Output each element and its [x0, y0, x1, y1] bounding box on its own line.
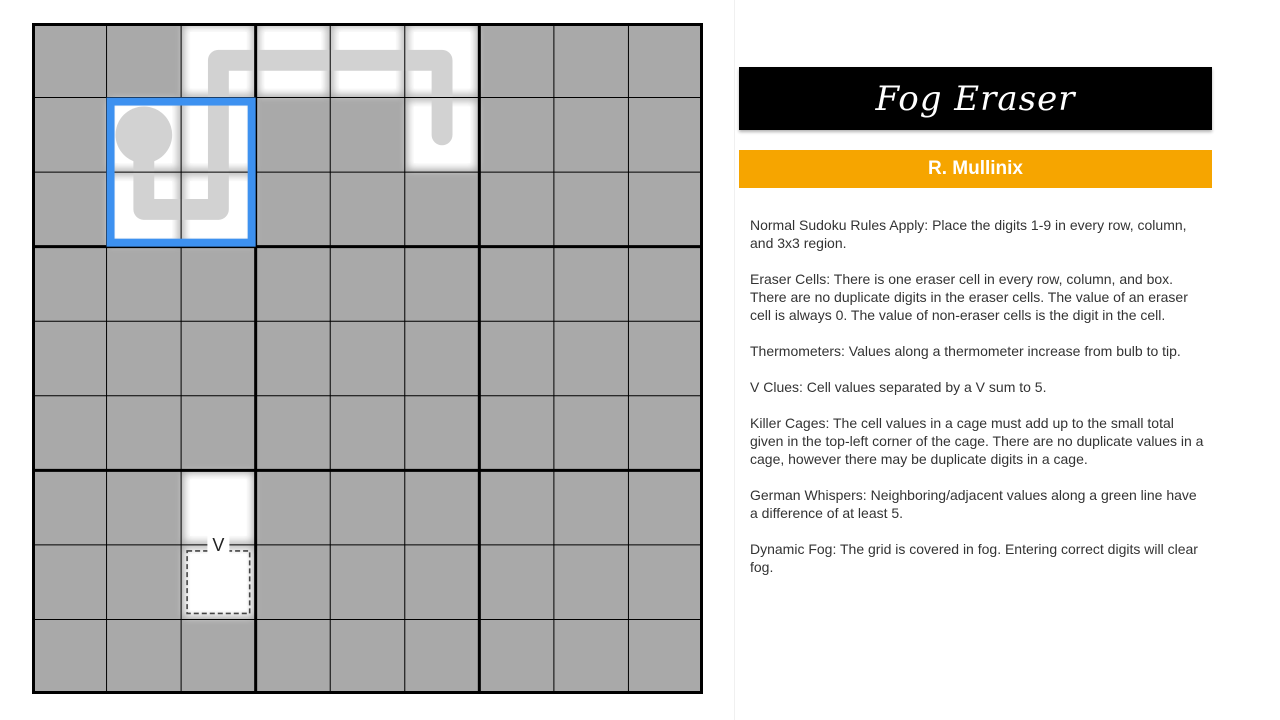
- grid-cell-r7c1[interactable]: [32, 470, 107, 545]
- rule-eraser-cells: Eraser Cells: There is one eraser cell in every row, column, and box. There are no duplicate digits in the eraser cells. The value of an eraser cell is always 0. The value of non-eraser cells is the digit in the cell.: [750, 271, 1188, 323]
- grid-cell-r5c5[interactable]: [330, 321, 405, 396]
- grid-cell-r7c6[interactable]: [405, 470, 480, 545]
- grid-cell-r3c9[interactable]: [628, 172, 703, 247]
- grid-cell-r1c4[interactable]: [256, 23, 331, 98]
- grid-cell-r6c8[interactable]: [554, 396, 629, 471]
- grid-cell-r3c3[interactable]: [181, 172, 256, 247]
- grid-cell-r3c8[interactable]: [554, 172, 629, 247]
- grid-cell-r7c9[interactable]: [628, 470, 703, 545]
- grid-cell-r8c6[interactable]: [405, 545, 480, 620]
- grid-cell-r1c6[interactable]: [405, 23, 480, 98]
- rule-normal-sudoku: Normal Sudoku Rules Apply: Place the digits 1-9 in every row, column, and 3x3 region.: [750, 217, 1187, 251]
- grid-cell-r5c7[interactable]: [479, 321, 554, 396]
- grid-cell-r2c7[interactable]: [479, 98, 554, 173]
- grid-cell-r2c8[interactable]: [554, 98, 629, 173]
- grid-cell-r9c5[interactable]: [330, 619, 405, 694]
- grid-cell-r4c5[interactable]: [330, 247, 405, 322]
- grid-cell-r6c7[interactable]: [479, 396, 554, 471]
- grid-cell-r4c8[interactable]: [554, 247, 629, 322]
- rule-killer-cages: Killer Cages: The cell values in a cage must add up to the small total given in the top-left corner of the cage. There are no duplicate values in a cage, however there may be duplicate digits in a cage.: [750, 415, 1204, 467]
- puzzle-author: R. Mullinix: [928, 158, 1023, 179]
- grid-cell-r5c4[interactable]: [256, 321, 331, 396]
- grid-cell-r2c1[interactable]: [32, 98, 107, 173]
- grid-cell-r6c5[interactable]: [330, 396, 405, 471]
- grid-cell-r3c6[interactable]: [405, 172, 480, 247]
- grid-cell-r3c4[interactable]: [256, 172, 331, 247]
- grid-cell-r4c6[interactable]: [405, 247, 480, 322]
- grid-cell-r7c2[interactable]: [107, 470, 182, 545]
- grid-cell-r7c8[interactable]: [554, 470, 629, 545]
- cell-layer[interactable]: [32, 23, 703, 694]
- grid-cell-r7c3[interactable]: [181, 470, 256, 545]
- rule-german-whispers: German Whispers: Neighboring/adjacent values along a green line have a difference of at least 5.: [750, 487, 1197, 521]
- grid-cell-r8c7[interactable]: [479, 545, 554, 620]
- grid-cell-r4c4[interactable]: [256, 247, 331, 322]
- grid-cell-r5c8[interactable]: [554, 321, 629, 396]
- grid-cell-r2c4[interactable]: [256, 98, 331, 173]
- sudoku-grid[interactable]: [32, 23, 703, 694]
- grid-cell-r4c3[interactable]: [181, 247, 256, 322]
- grid-cell-r6c2[interactable]: [107, 396, 182, 471]
- grid-cell-r8c3[interactable]: [181, 545, 256, 620]
- grid-cell-r7c7[interactable]: [479, 470, 554, 545]
- grid-cell-r8c4[interactable]: [256, 545, 331, 620]
- grid-cell-r9c3[interactable]: [181, 619, 256, 694]
- rule-v-clues: V Clues: Cell values separated by a V sum to 5.: [750, 379, 1047, 395]
- grid-cell-r4c7[interactable]: [479, 247, 554, 322]
- grid-cell-r3c2[interactable]: [107, 172, 182, 247]
- rule-thermometers: Thermometers: Values along a thermometer increase from bulb to tip.: [750, 343, 1181, 359]
- grid-cell-r5c2[interactable]: [107, 321, 182, 396]
- grid-canvas[interactable]: [32, 23, 703, 694]
- grid-cell-r1c2[interactable]: [107, 23, 182, 98]
- grid-cell-r6c4[interactable]: [256, 396, 331, 471]
- grid-cell-r4c9[interactable]: [628, 247, 703, 322]
- grid-cell-r4c1[interactable]: [32, 247, 107, 322]
- grid-cell-r5c6[interactable]: [405, 321, 480, 396]
- grid-cell-r6c6[interactable]: [405, 396, 480, 471]
- grid-cell-r8c9[interactable]: [628, 545, 703, 620]
- rule-dynamic-fog: Dynamic Fog: The grid is covered in fog. Entering correct digits will clear fog.: [750, 541, 1198, 575]
- title-bar: [739, 67, 1212, 130]
- grid-cell-r9c7[interactable]: [479, 619, 554, 694]
- grid-cell-r3c1[interactable]: [32, 172, 107, 247]
- grid-cell-r8c1[interactable]: [32, 545, 107, 620]
- grid-cell-r9c4[interactable]: [256, 619, 331, 694]
- grid-cell-r6c3[interactable]: [181, 396, 256, 471]
- grid-cell-r2c6[interactable]: [405, 98, 480, 173]
- grid-cell-r9c1[interactable]: [32, 619, 107, 694]
- grid-cell-r2c5[interactable]: [330, 98, 405, 173]
- grid-cell-r4c2[interactable]: [107, 247, 182, 322]
- grid-cell-r7c4[interactable]: [256, 470, 331, 545]
- grid-cell-r3c7[interactable]: [479, 172, 554, 247]
- grid-cell-r5c1[interactable]: [32, 321, 107, 396]
- grid-cell-r5c3[interactable]: [181, 321, 256, 396]
- grid-cell-r9c8[interactable]: [554, 619, 629, 694]
- grid-cell-r6c1[interactable]: [32, 396, 107, 471]
- grid-cell-r3c5[interactable]: [330, 172, 405, 247]
- grid-cell-r9c2[interactable]: [107, 619, 182, 694]
- grid-cell-r1c9[interactable]: [628, 23, 703, 98]
- grid-cell-r8c5[interactable]: [330, 545, 405, 620]
- grid-cell-r1c8[interactable]: [554, 23, 629, 98]
- grid-cell-r7c5[interactable]: [330, 470, 405, 545]
- grid-cell-r2c2[interactable]: [107, 98, 182, 173]
- grid-cell-r8c2[interactable]: [107, 545, 182, 620]
- puzzle-title: Fog Eraser: [875, 78, 1076, 119]
- grid-cell-r9c6[interactable]: [405, 619, 480, 694]
- grid-cell-r1c5[interactable]: [330, 23, 405, 98]
- grid-cell-r2c9[interactable]: [628, 98, 703, 173]
- grid-cell-r1c1[interactable]: [32, 23, 107, 98]
- grid-cell-r1c3[interactable]: [181, 23, 256, 98]
- grid-cell-r6c9[interactable]: [628, 396, 703, 471]
- rules-text: [750, 216, 1205, 594]
- grid-cell-r2c3[interactable]: [181, 98, 256, 173]
- grid-cell-r9c9[interactable]: [628, 619, 703, 694]
- grid-cell-r8c8[interactable]: [554, 545, 629, 620]
- grid-cell-r1c7[interactable]: [479, 23, 554, 98]
- author-bar: [739, 150, 1212, 188]
- grid-cell-r5c9[interactable]: [628, 321, 703, 396]
